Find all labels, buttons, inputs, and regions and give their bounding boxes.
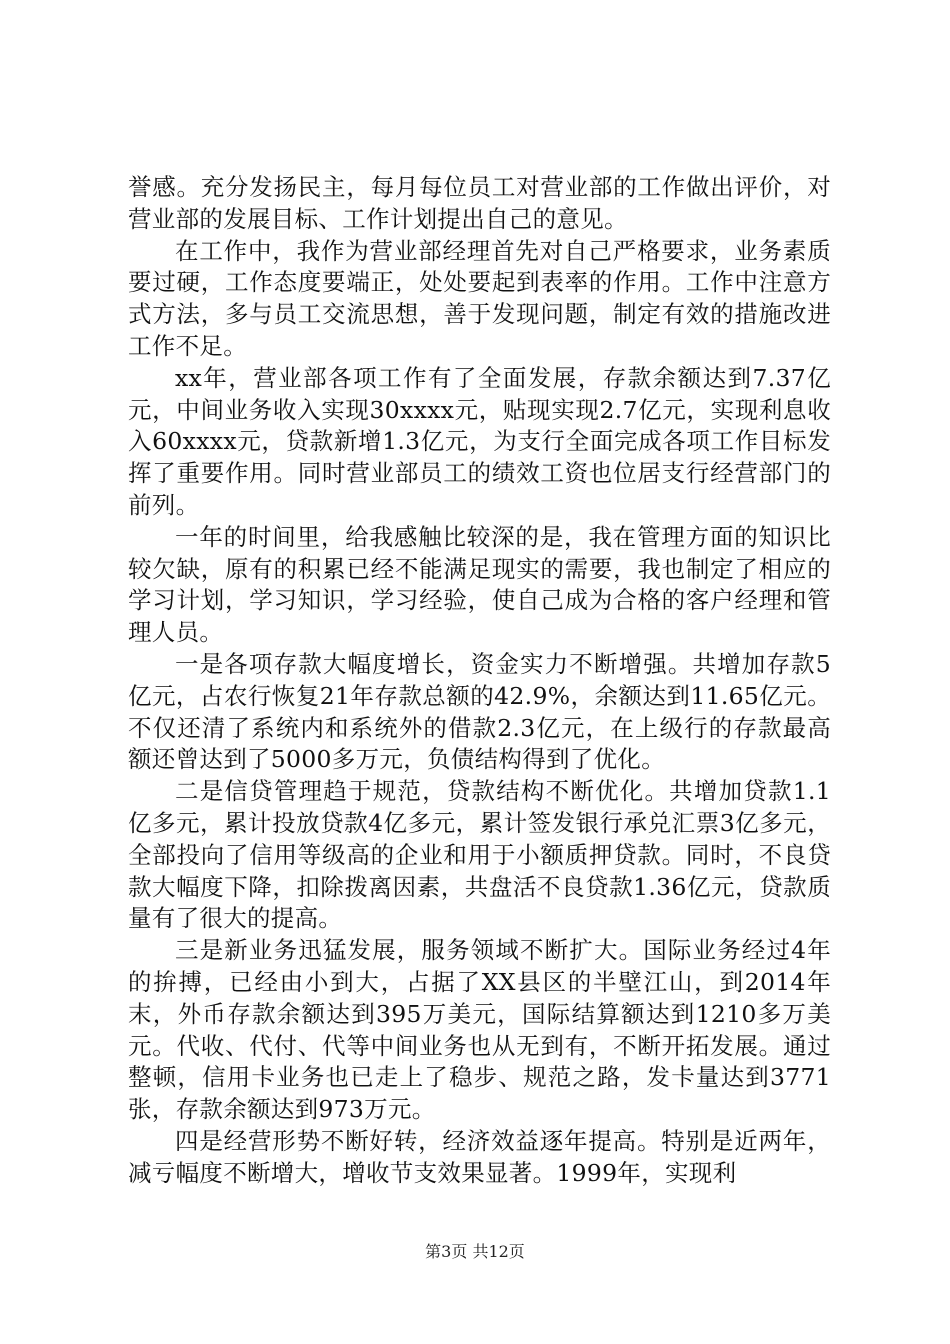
paragraph-8: 四是经营形势不断好转，经济效益逐年提高。特别是近两年，减亏幅度不断增大，增收节支效果显著。1999年，实现利 (128, 1126, 831, 1187)
paragraph-7: 三是新业务迅猛发展，服务领域不断扩大。国际业务经过4年的拚搏，已经由小到大，占据了XX县区的半壁江山，到2014年末，外币存款余额达到395万美元，国际结算额达到1210多万美元。代收、代付、代等中间业务也从无到有，不断开拓发展。通过整顿，信用卡业务也已走上了稳步、规范之路，发卡量达到3771张，存款余额达到973万元。 (128, 936, 831, 1124)
page-number-footer: 第3页 共12页 (425, 1242, 525, 1261)
paragraph-3: xx年，营业部各项工作有了全面发展，存款余额达到7.37亿元，中间业务收入实现30xxxx元，贴现实现2.7亿元，实现利息收入60xxxx元，贷款新增1.3亿元，为支行全面完成各项工作目标发挥了重要作用。同时营业部员工的绩效工资也位居支行经营部门的前列。 (128, 363, 831, 519)
paragraph-4: 一年的时间里，给我感触比较深的是，我在管理方面的知识比较欠缺，原有的积累已经不能满足现实的需要，我也制定了相应的学习计划，学习知识，学习经验，使自己成为合格的客户经理和管理人员。 (128, 522, 831, 647)
paragraph-5: 一是各项存款大幅度增长，资金实力不断增强。共增加存款5亿元，占农行恢复21年存款总额的42.9%，余额达到11.65亿元。不仅还清了系统内和系统外的借款2.3亿元，在上级行的存款最高额还曾达到了5000多万元，负债结构得到了优化。 (128, 649, 831, 774)
paragraph-2: 在工作中，我作为营业部经理首先对自己严格要求，业务素质要过硬，工作态度要端正，处处要起到表率的作用。工作中注意方式方法，多与员工交流思想，善于发现问题，制定有效的措施改进工作不足。 (128, 236, 831, 360)
body-text (128, 172, 831, 1190)
paragraph-6: 二是信贷管理趋于规范，贷款结构不断优化。共增加贷款1.1亿多元，累计投放贷款4亿多元，累计签发银行承兑汇票3亿多元，全部投向了信用等级高的企业和用于小额质押贷款。同时，不良贷款大幅度下降，扣除拨离因素，共盘活不良贷款1.36亿元，贷款质量有了很大的提高。 (128, 777, 831, 933)
paragraph-1: 誉感。充分发扬民主，每月每位员工对营业部的工作做出评价，对营业部的发展目标、工作计划提出自己的意见。 (128, 173, 831, 233)
